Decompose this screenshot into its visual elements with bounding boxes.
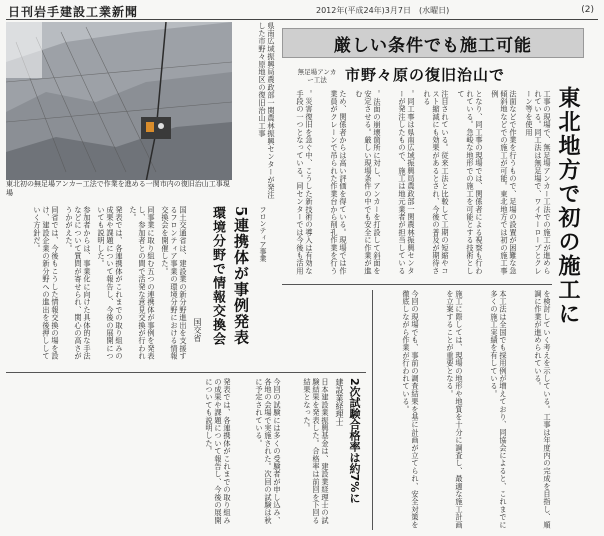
main-headline-band [282, 28, 584, 58]
divider-rule [6, 372, 366, 373]
main-column-2: 法面などで作業を行うもので、足場の設置が困難な急傾斜地などでの施工が可能。東北地方では初の施工事例 [491, 90, 518, 275]
main-column-12: 今回の現場でも、事前の調査結果を基に計画が立てられ、安全対策を徹底しながら作業が行われている。 [402, 290, 420, 529]
main-column-9: を検討していく考えを示している。工事は年度内の完成を目指し、順調に作業が進められている。 [534, 290, 552, 529]
divider-rule [282, 284, 552, 285]
main-subhead: 市野々原の復旧治山で [345, 66, 506, 84]
main-column-6: 。法面の崩壊箇所に対し、アンカーを打設して斜面を安定させる。厳しい現場条件の中でも安全に作業が進む [355, 90, 382, 275]
photo-caption: 東北初の無足場アンカー工法で作業を進める一関市内の復旧治山工事現場 [6, 180, 232, 200]
main-column-3: となり、同工事の現場では、関係者による視察も行われている。急峻な地形での施工を可能とする技術として [457, 90, 484, 275]
article3-sub: 建設業経理士 [335, 378, 344, 426]
main-column-1: 工事の現場で、無足場アンカー工法での施工が進められている。同工法は無足場で、ワイヤーロープとクレーン等を使用 [525, 90, 552, 275]
article2-column-2: 同事業に取り組む五つの連携体が事例を発表し、参加者との間で活発な意見交換が行われた。 [129, 206, 156, 360]
main-column-11: 施工に際しては、現場の地形や地質を十分に調査し、最適な施工計画を立案することが重要となる。 [446, 290, 464, 529]
divider-rule [372, 290, 373, 530]
main-column-4: 注目されている。従来工法と比較して工期の短縮やコスト縮減にも効果があるとされ、今後の普及が期待される [423, 90, 450, 275]
article2-continuation: 発表では、各連携体がこれまでの取り組みの成果や課題について報告し、今後の展開についても説明した。 [205, 378, 232, 525]
main-column-10: 本工法は全国でも採用例が増えており、同協会によると、これまでに多くの施工実績を有している。 [490, 290, 508, 529]
main-column-8: 。災害復旧を急ぐ中、こうした新技術の導入は有効な手段の一つとなっている。同センターでは今後も活用 [296, 90, 314, 275]
main-column-5: 。同工事は県南広域振興局農政部一関農林振興センターが発注したもので、施工は地元業者が担当している [398, 90, 416, 275]
main-column-7: ため、関係者からは高い評価を得ている。現場では作業員がクレーンで吊られた作業台から削孔作業を行う [330, 90, 348, 275]
article2-column-4: 参加者からは、事業化に向けた具体的な手法などについて質問が寄せられ、関心の高さがうかがえた。 [65, 206, 92, 360]
masthead [6, 3, 598, 20]
article2-kicker: フロンティア事業 [259, 206, 267, 262]
article2-headline-2: 環境分野で情報交換会 [210, 206, 225, 346]
main-kicker: 無足場アンカー工法 [297, 68, 337, 84]
article2-headline-1: 5連携体が事例発表 [232, 206, 250, 346]
vertical-headline: 東北地方で初の施工に [555, 86, 581, 326]
issue-date: 2012年(平成24年)3月7日 (水曜日) [316, 6, 450, 15]
article3-headline: 2次試験合格率は約7%に [348, 378, 361, 504]
article2-column-1: 国土交通省は、建設業の新分野進出を支援するフロンティア事業の環境分野における情報交換会を開催した。 [161, 206, 188, 360]
paper-name: 日刊岩手建設工業新聞 [8, 5, 139, 19]
construction-photo [6, 22, 232, 182]
page-number: (2) [581, 5, 594, 15]
article2-byline: 国交省 [193, 318, 202, 342]
article2-column-3: 発表では、各連携体がこれまでの取り組みの成果や課題について報告し、今後の展開についても説明した。 [97, 206, 124, 360]
article2-column-5: 同省では、今後もこうした情報交換の場を設け、建設企業の新分野への進出を後押ししていく方針だ。 [33, 206, 60, 360]
article3-column-2: 今回の試験には多くの受験者が申し込み、各地の会場で実施された。次回の試験は秋に予定されている。 [255, 378, 282, 525]
article3-column-1: 日本建設業振興基金は、建設業経理士の試験結果を発表した。合格率は前回を下回る結果となった。 [303, 378, 330, 525]
side-column-text: 県南広域振興局農政部一関農林振興センターが発注した市野々原地区の復旧治山工事 [258, 22, 276, 200]
main-headline: 厳しい条件でも施工可能 [334, 36, 532, 56]
slope-anchor-scene-icon [6, 22, 232, 182]
